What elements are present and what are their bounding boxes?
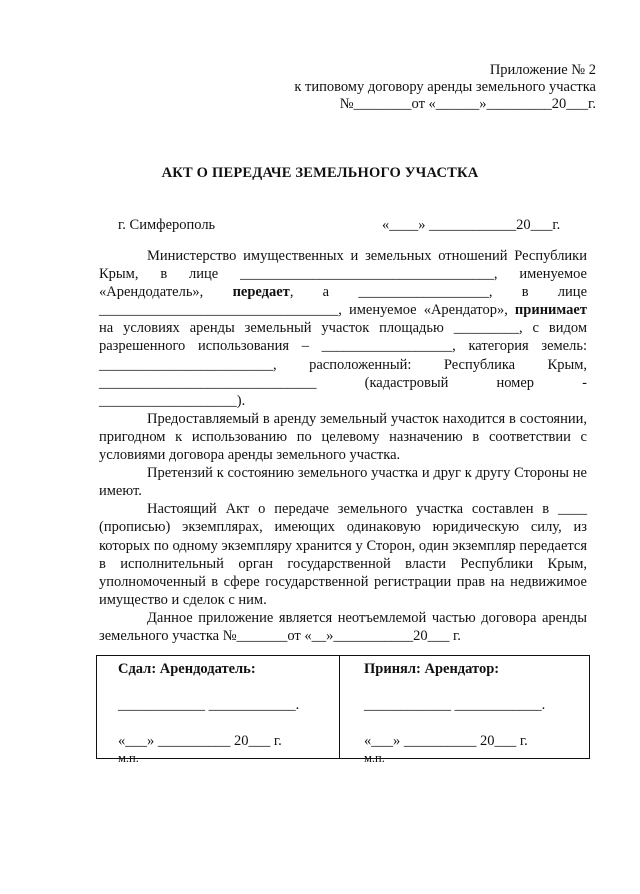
act-date: «____» ____________20___г.: [382, 217, 561, 233]
signature-divider: [339, 656, 340, 758]
paragraph-claims: Претензий к состоянию земельного участка и друг к другу Стороны не имеют.: [99, 465, 591, 500]
lessor-signature-lines: ____________ ____________.: [118, 697, 300, 713]
paragraph-integral-part: Данное приложение является неотъемлемой частью договора аренды земельного участка №_______от «__»___________20___ г.: [99, 609, 591, 644]
paragraph-condition: Предоставляемый в аренду земельный участок находится в состоянии, пригодном к использованию по целевому назначению в соответствии с условиями договора аренды земельного участка.: [99, 410, 591, 464]
lessee-signature-block: [364, 660, 584, 765]
appendix-header: [294, 62, 596, 113]
city-name: г. Симферополь: [118, 217, 216, 233]
act-body: [99, 247, 591, 645]
accepts-word: принимает: [514, 302, 587, 319]
paragraph-copies: Настоящий Акт о передаче земельного участка составлен в ____ (прописью) экземплярах, имеющих одинаковую юридическую силу, из которых по одному экземпляру хранится у Сторон, один экземпляр передается в исполнительный орган государственной власти Республики Крым, уполномоченный в сфере государственной регистрации прав на недвижимое имущество и сделок с ним.: [99, 501, 591, 608]
lessor-date: «___» __________ 20___ г.: [118, 733, 282, 749]
signature-table: [96, 655, 590, 765]
lessor-signature-block: [118, 660, 333, 765]
appendix-reference: к типовому договору аренды земельного участка: [294, 79, 596, 95]
transfers-word: передает: [232, 284, 290, 301]
parties-text-3: на условиях аренды земельный участок площадью _________, с видом разрешенного использования – __________________, категория земель: ________________________, расположенный: Республика Крым, ______________________________ (кадастровый номер - ___________________).: [99, 302, 591, 409]
document-title: АКТ О ПЕРЕДАЧЕ ЗЕМЕЛЬНОГО УЧАСТКА: [161, 165, 479, 181]
lessee-seal-place: м.п.: [364, 751, 385, 765]
parties-text-1: Министерство имущественных и земельных отношений Республики Крым, в лице ___________________________________, именуемое «Арендодатель»,: [99, 248, 591, 301]
appendix-number: Приложение № 2: [489, 62, 596, 78]
appendix-contract-number: №________от «______»_________20___г.: [339, 96, 596, 112]
lessee-signature-lines: ____________ ____________.: [364, 697, 546, 713]
lessor-seal-place: м.п.: [118, 751, 139, 765]
place-date-row: [118, 217, 574, 234]
lessee-date: «___» __________ 20___ г.: [364, 733, 528, 749]
lessee-heading: Принял: Арендатор:: [364, 661, 500, 677]
parties-text-2: , а __________________, в лице _________________________________, именуемое «Арендатор»,: [99, 284, 591, 319]
paragraph-parties: [99, 247, 591, 410]
lessor-heading: Сдал: Арендодатель:: [118, 661, 256, 677]
